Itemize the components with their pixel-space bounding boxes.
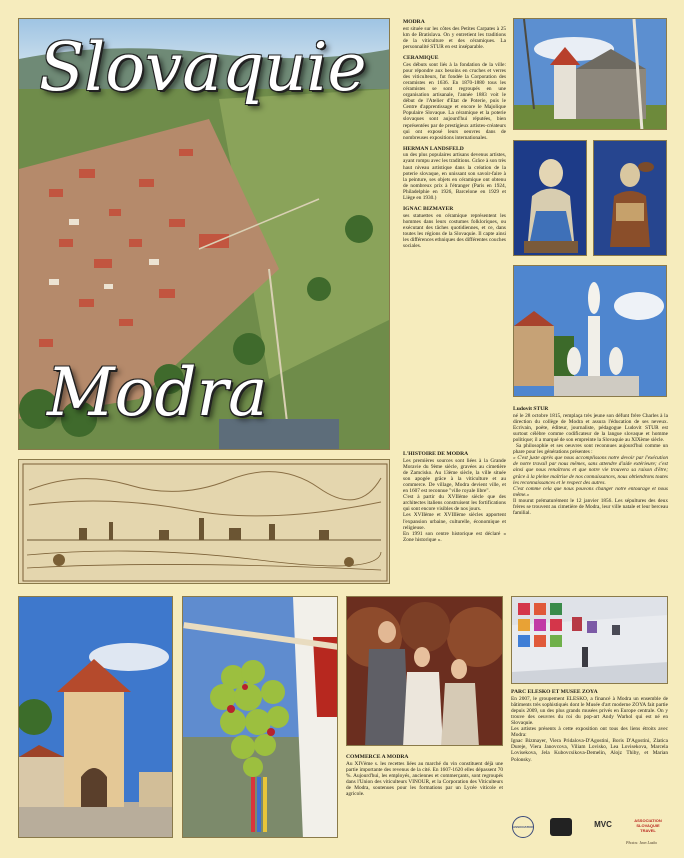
museum-zoya-photo bbox=[511, 596, 668, 684]
partner-logo bbox=[550, 818, 572, 836]
mvc-logo: MVC bbox=[594, 820, 612, 829]
bizmayer-body: ses statuettes en céramique représentent les hommes dans leurs costumes folkloriques, ou exécutant des tâches quotidiennes, et ce, dans toutes les régions de la Slovaquie. Il capte ainsi les différences ethniques des différentes couches sociales. bbox=[403, 212, 506, 250]
main-title: Slovaquie bbox=[39, 29, 367, 106]
ceramique-body: Ces débuts sont liés à la fondation de la ville: pour répondre aux besoins en cruches et verres des viticulteurs, fut fondée la Corporation des ceramistes en 1636. En 1870-1880 tous les céramistes se sont regroupés en une organisation artisanale, l'année 1883 voit le début de l'Atelier d'Etat de Poterie, puis le Centre d'apprentissage et encore le Majolique Populaire Slovaque. La céramique et la poterie slovaques sont aujourd'hui réputées, bien représentées par de prestigieux artistes-créateurs qui ont exposé leurs oeuvres dans de nombreuses expositions internationales. bbox=[403, 61, 506, 141]
modra-heading: MODRA bbox=[403, 19, 425, 25]
elesko-body-3: Ignac Bizmayer, Viera Pridalova-D'Agostini, Boris D'Agostini, Zlatica Dureje, Viera Janovcova, Viliam Lovisko, Lea Lovisekova, Marcela Lovisekova, Jela Kubovcsikova-Demelin, Alojz Thiby, et Marian Polonsky. bbox=[511, 738, 668, 763]
commerce-text bbox=[346, 754, 503, 802]
castle-tower-photo bbox=[513, 18, 667, 130]
text-column-middle bbox=[403, 19, 506, 254]
elesko-body-1: En 2007, le groupement ELESKO, a financé à Modra un ensemble de bâtiments très sophistiqués dont le Musée d'art moderne ZOYA fait partie depuis 2009, un des plus grands musées privés en Europe centrale. On y trouve des oeuvres du roi du pop-art Andy Warhol qui est né en Slovaquie. bbox=[511, 695, 668, 726]
historic-engraving bbox=[18, 459, 390, 584]
histoire-body-4: En 1991 son centre historique est déclaré « Zone historique ». bbox=[403, 530, 506, 543]
town-gate-photo bbox=[18, 596, 173, 838]
ceramic-figurine-photo-2 bbox=[593, 140, 667, 256]
ceramique-heading: CERAMIQUE bbox=[403, 54, 439, 61]
elesko-heading: PARC ELESKO ET MUSEE ZOYA bbox=[511, 689, 598, 695]
commerce-heading: COMMERCE A MODRA bbox=[346, 754, 409, 760]
stur-text bbox=[513, 406, 668, 521]
histoire-heading: L'HISTOIRE DE MODRA bbox=[403, 451, 469, 457]
histoire-body-3: Les XVIIème et XVIIIème siècles apportent l'expansion urbaine, culturelle, économique et religieuse. bbox=[403, 512, 506, 531]
histoire-body-2: C'est à partir du XVIIème siècle que des architectes italiens construisent les fortifications qui sont encore visibles de nos jours. bbox=[403, 494, 506, 513]
aerial-photo bbox=[18, 18, 390, 450]
stur-quote: « C'est juste après que nous accomplissons notre devoir par l'exécution de notre travail par nous mêmes, sans attendre d'aide extérieure; c'est ainsi que nous renaîtrons et que notre vie trouvera sa raison d'être; grâce à la pleine maîtrise de nos connaissances, nous obtiendrons toutes les reconnaissances et le respect des autres. bbox=[513, 455, 668, 486]
association-seal-logo: ASSOCIATION bbox=[512, 816, 534, 838]
elesko-body-2: Les artistes présents à cette exposition ont tous des liens étroits avec Modra: bbox=[511, 726, 668, 739]
stur-body-1: né le 28 octobre 1815, remplaça très jeune son défunt frère Charles à la direction du collège de Modra et assura l'éducation de ses neveux. Ecrivain, poète, éditeur, journaliste, pédagogue Ludovit STUR est surtout célèbre comme codificateur de la langue slovaque et homme politique; il a marqué de son empreinte la Slovaquie au XIXème siècle. bbox=[513, 412, 668, 443]
modra-body: est située sur les côtes des Petites Carpates à 25 km de Bratislava. On y entretient les traditions de la viticulture et des céramiques. La personnalité STUR en est inséparable. bbox=[403, 25, 506, 50]
histoire-text bbox=[403, 451, 506, 548]
town-title: Modra bbox=[47, 354, 268, 431]
stur-heading: Ludovit STUR bbox=[513, 406, 549, 412]
histoire-body-1: Les premières sources sont liées à la Grande Moravie du 9ème siècle, gravées au cimetière de Zamcisko. Au 13ème siècle, la ville située son apogée grâce à la viticulture et au commerce. De village, Modra devient ville, et en 1607 est reconnue "ville royale libre". bbox=[403, 457, 506, 495]
photo-credit: Photos: Ivan Lasko bbox=[626, 840, 658, 845]
landsfeld-body: un des plus populaires artisans devenus artistes, ayant rompu avec les traditions. Grâce à son très haut niveau artistique dans la création de la poterie slovaque, en unissant son savoir-faire à la peinture, ses objets en céramique ont obtenu de nombreux prix à l'étranger (Paris en 1924, Philadelphie en 1926, Barcelone en 1929 et Liège en 1930.) bbox=[403, 152, 506, 202]
grape-harvest-photo bbox=[182, 596, 338, 838]
ceramic-figurine-photo-1 bbox=[513, 140, 587, 256]
stur-quote-2: C'est comme cela que nous pouvons changer notre entourage et nous même.» bbox=[513, 485, 668, 498]
bizmayer-heading: IGNAC BIZMAYER bbox=[403, 206, 454, 213]
elesko-text bbox=[511, 689, 668, 768]
commerce-body: Au XIVème s. les recettes liées au marché du vin constituent déjà une partie importante des revenus de la cité. En 1607-1620 elles dépassent 70 %. Aujourd'hui, les employés, anciennes et commerçants, sont regroupés dans l'Union des viticulteurs VINOUR, et la Corporation des Viticulteurs de Modra, soutenues pour les formations par un Lycée viticole et agricole. bbox=[346, 760, 503, 798]
landsfeld-heading: HERMAN LANDSFELD bbox=[403, 145, 464, 152]
stur-monument-photo bbox=[513, 265, 667, 397]
stur-body-2: Sa philosophie et ses oeuvres sont reconnues aujourd'hui comme un phare pour les générations présentes : bbox=[513, 443, 668, 456]
wine-cellar-photo bbox=[346, 596, 503, 746]
slovaquie-travel-logo: ASSOCIATION SLOVAQUIE TRAVEL bbox=[634, 818, 662, 833]
stur-body-3: Il mourut prématurément le 12 janvier 1856. Les sépultures des deux frères se trouvent au cimetière de Modra, leur ville natale et leur berceau familial. bbox=[513, 497, 668, 517]
